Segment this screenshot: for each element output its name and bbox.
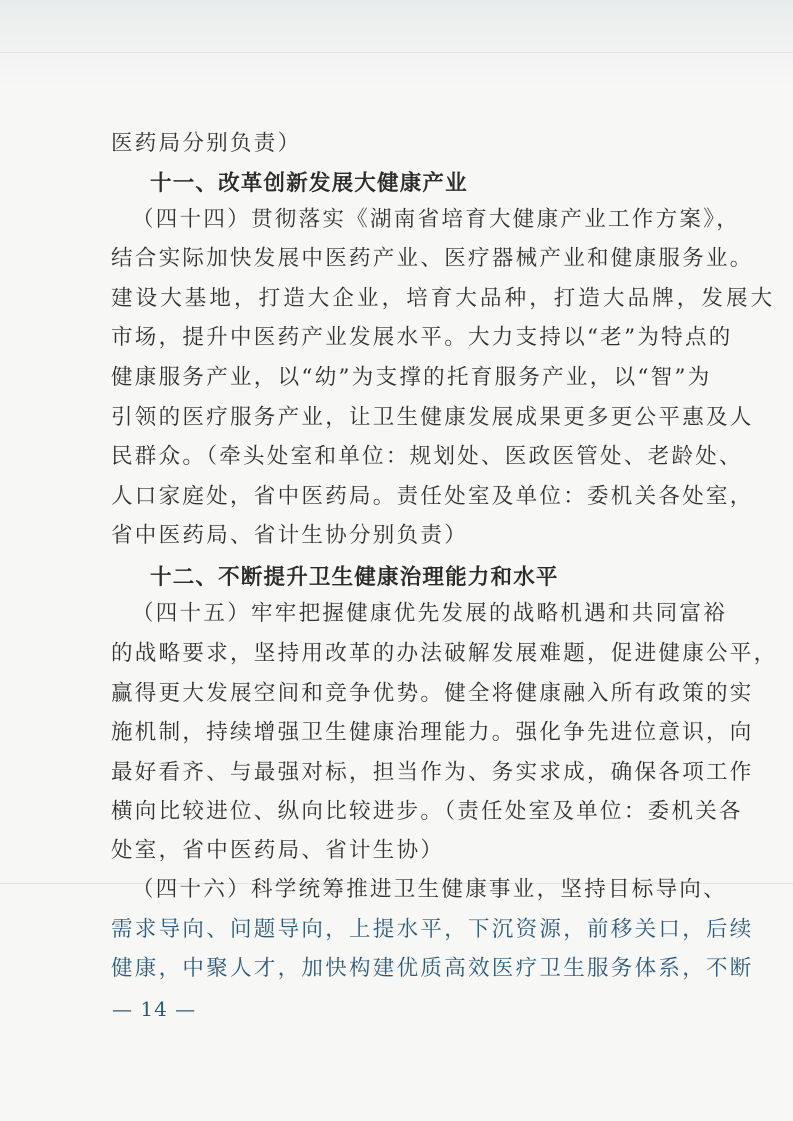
body-line — [0, 634, 793, 674]
body-line — [0, 398, 793, 438]
body-text: 处室，省中医药局、省计生协） — [111, 838, 445, 863]
body-text: 省中医药局、省计生协分别负责） — [111, 523, 469, 548]
body-line — [0, 831, 793, 871]
body-text: 市场，提升中医药产业发展水平。大力支持以“老”为特点的 — [111, 325, 733, 350]
body-line — [0, 713, 793, 753]
body-text: 健康，中聚人才，加快构建优质高效医疗卫生服务体系，不断 — [111, 956, 754, 981]
body-text: （四十四）贯彻落实《湖南省培育大健康产业工作方案》， — [132, 207, 741, 232]
body-line — [0, 870, 793, 910]
body-text: 施机制，持续增强卫生健康治理能力。强化争先进位意识，向 — [111, 720, 754, 745]
body-text: 横向比较进位、纵向比较进步。（责任处室及单位：委机关各 — [111, 799, 743, 824]
body-text: 赢得更大发展空间和竞争优势。健全将健康融入所有政策的实 — [111, 681, 754, 706]
body-line — [0, 477, 793, 517]
section-heading — [0, 164, 793, 204]
body-text: 医药局分别负责） — [111, 131, 302, 156]
body-text: 需求导向、问题导向，上提水平，下沉资源，前移关口，后续 — [111, 917, 754, 942]
body-text: 引领的医疗服务产业，让卫生健康发展成果更多更公平惠及人 — [111, 405, 754, 430]
body-line — [0, 674, 793, 714]
section-heading — [0, 558, 793, 598]
body-text: 建设大基地，打造大企业，培育大品种，打造大品牌，发展大 — [111, 286, 776, 311]
body-text: 人口家庭处，省中医药局。责任处室及单位：委机关各处室， — [111, 484, 754, 509]
body-line — [0, 949, 793, 989]
body-line — [0, 753, 793, 793]
body-text: 民群众。（牵头处室和单位：规划处、医政医管处、老龄处、 — [111, 444, 743, 469]
body-line — [0, 437, 793, 477]
body-line — [0, 124, 793, 164]
body-line — [0, 516, 793, 556]
body-line — [0, 792, 793, 832]
body-line — [0, 239, 793, 279]
page-number: — 14 — — [112, 997, 197, 1021]
section-heading-text: 十一、改革创新发展大健康产业 — [150, 171, 468, 196]
body-text: 最好看齐、与最强对标，担当作为、务实求成，确保各项工作 — [111, 760, 754, 785]
body-text: 健康服务产业，以“幼”为支撑的托育服务产业，以“智”为 — [111, 365, 712, 390]
body-line — [0, 318, 793, 358]
body-line — [0, 910, 793, 950]
body-text: （四十五）牢牢把握健康优先发展的战略机遇和共同富裕 — [132, 601, 728, 626]
body-line — [0, 594, 793, 634]
body-line — [0, 279, 793, 319]
body-line — [0, 358, 793, 398]
body-text: 的战略要求，坚持用改革的办法破解发展难题，促进健康公平， — [111, 641, 778, 666]
body-text: （四十六）科学统筹推进卫生健康事业，坚持目标导向、 — [132, 877, 728, 902]
body-text: 结合实际加快发展中医药产业、医疗器械产业和健康服务业。 — [111, 246, 754, 271]
section-heading-text: 十二、不断提升卫生健康治理能力和水平 — [150, 565, 559, 590]
body-line — [0, 200, 793, 240]
